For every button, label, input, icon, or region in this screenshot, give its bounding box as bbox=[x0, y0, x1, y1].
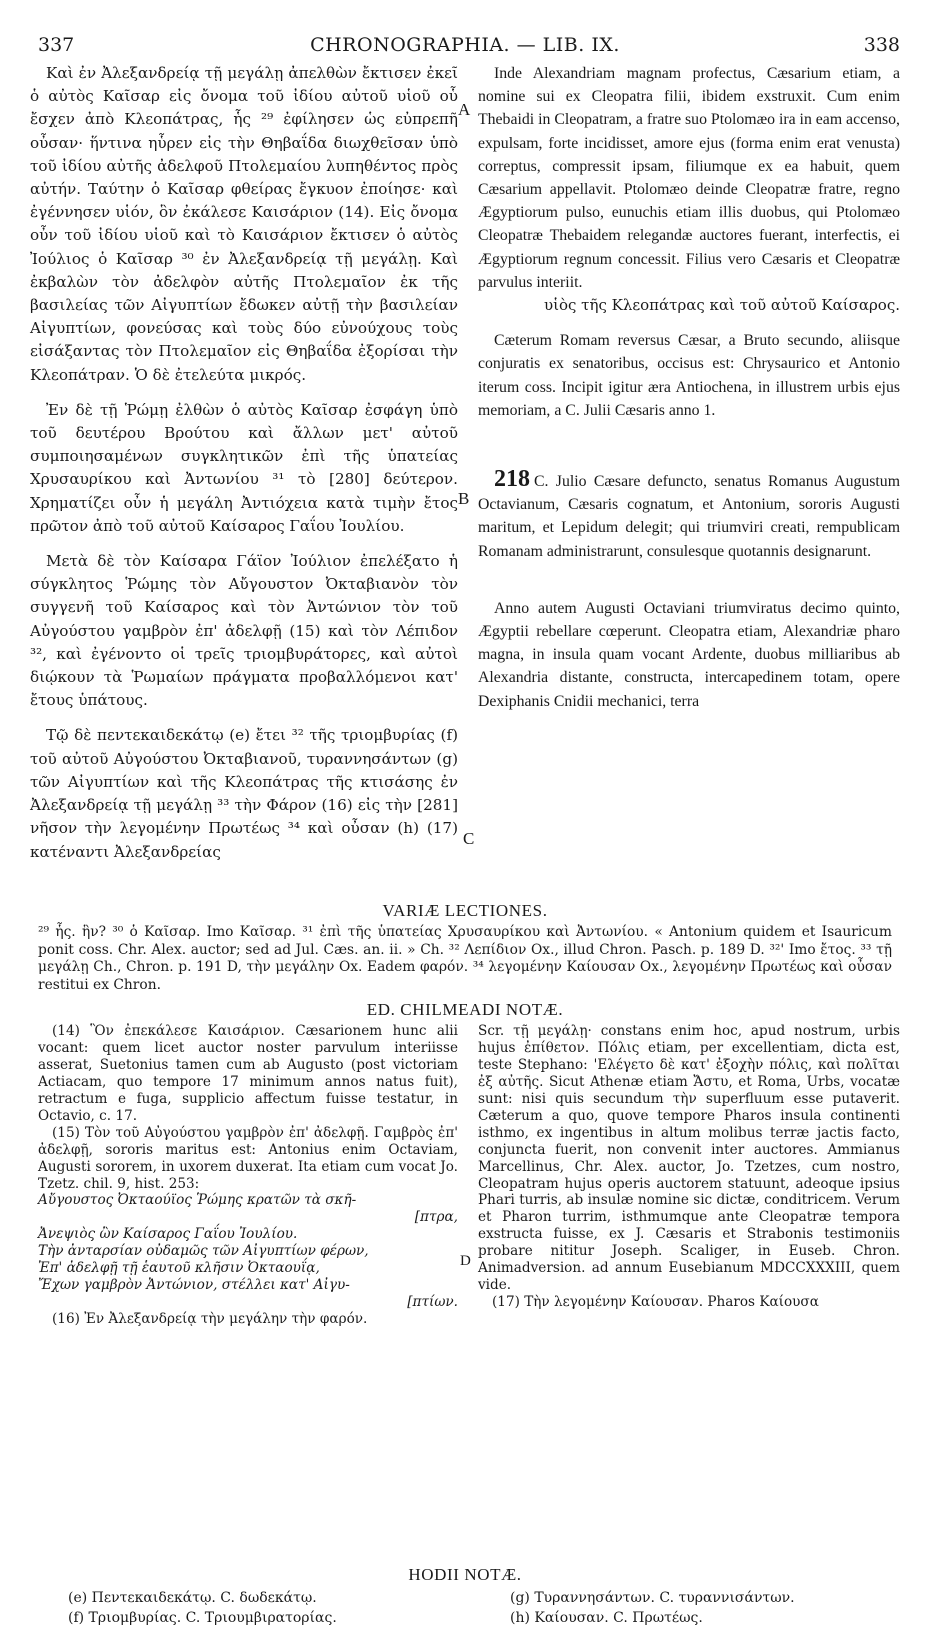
margin-letter-b: B bbox=[458, 489, 470, 508]
note-14: (14) Ὃν ἐπεκάλεσε Καισάριον. Cæsarionem hunc alii vocant: quem licet auctor noster parvulum interiisse asserat, Suetonius tamen cum ab Augusto (post victoriam Actiacam, quo tempore 17 minimum annos natus fuit), retractum e fuga, supplicio affectum fuisse testatur, in Octavio, c. 17. bbox=[38, 1023, 458, 1124]
variae-lectiones: ²⁹ ἧς. ἣν? ³⁰ ὁ Καῖσαρ. Imo Καῖσαρ. ³¹ ἐπὶ τῆς ὑπατείας Χρυσαυρίκου καὶ Ἀντωνίου. « Antonium quidem et Isauricum ponit coss. Chr. Alex. auctor; sed ad Jul. Cæs. an. ii. » Ch. ³² Λεπίδιον Ox., illud Chron. Pasch. p. 189 D. ³²' Imo ἔτος. ³³ τῇ μεγάλῃ Ch., Chron. p. 191 D, τὴν μεγάλην Ox. Eadem φαρόν. ³⁴ λεγομένην Καίουσαν Ox., λεγομένην Πρωτέως καὶ οὖσαν restitui ex Chron. bbox=[38, 924, 892, 993]
verse-line: Τὴν ἀνταρσίαν οὐδαμῶς τῶν Αἰγυπτίων φέρων, bbox=[38, 1243, 369, 1260]
hodii-note-f: (f) Τριομβυρίας. C. Τριουμβιρατορίας. bbox=[68, 1610, 337, 1627]
verse-line: [πτρα, bbox=[414, 1209, 458, 1226]
hodii-notes bbox=[30, 1588, 900, 1648]
verse-line: Ἔχων γαμβρὸν Ἀντώνιον, στέλλει κατ' Αἰγυ- bbox=[38, 1276, 350, 1293]
greek-column bbox=[30, 62, 458, 864]
chilmead-heading: ED. CHILMEADI NOTÆ. bbox=[366, 1000, 564, 1020]
greek-paragraph: Μετὰ δὲ τὸν Καίσαρα Γάϊον Ἰούλιον ἐπελέξατο ἡ σύγκλητος Ῥώμης τὸν Αὔγουστον Ὀκταβιανὸν τὸν συγγενῆ τοῦ Καίσαρος καὶ τὸν Ἀντώνιον τὸν τοῦ Αὐγούστου γαμβρὸν ἐπ' ἀδελφῇ (15) καὶ τὸν Λέπιδον ³², καὶ ἐγένοντο οἱ τρεῖς τριομβυράτορες, καὶ αὐτοὶ διῴκουν τὰ Ῥωμαίων πράγματα προβαλλόμενοι κατ' ἔτους ὑπάτους. bbox=[30, 552, 458, 710]
latin-paragraph: Inde Alexandriam magnam profectus, Cæsarium etiam, a nomine sui ex Cleopatra filii, ibidem exstruxit. Cum enim Thebaidi in Cleopatram, a fratre suo Ptolomæo ira in eam accenso, expulsam, forte incidisset, amore ejus (forma enim erat venusta) correptus, compressit ipsam, filiumque ex ea habuit, quem Cæsarium appellavit. Ptolomæo deinde Cleopatræ fratre, regno Ægyptiorum pulso, eunuchis etiam illis duobus, qui Ptolomæo Cleopatræ Thebaidem relegandæ auctores fuerant, interfectis, ei Ægyptiorum regnum concessit. Filius vero Cæsaris et Cleopatræ parvulus interiit. bbox=[478, 65, 900, 291]
tzetzes-verses bbox=[38, 1192, 458, 1310]
latin-paragraph-text: C. Julio Cæsare defuncto, senatus Romanus Augustum Octavianum, Cæsaris cognatum, et Antonium, sororis Augusti maritum, et Lepidum delegit; qui triumviri creati, rempublicam Romanam administrarunt, consulesque quotannis designarunt. bbox=[478, 473, 900, 560]
hodii-note-e: (e) Πεντεκαιδεκάτῳ. C. δωδεκάτῳ. bbox=[68, 1590, 317, 1607]
margin-letter-c: C bbox=[463, 829, 475, 848]
greek-paragraph: Ἐν δὲ τῇ Ῥώμῃ ἐλθὼν ὁ αὐτὸς Καῖσαρ ἐσφάγη ὑπὸ τοῦ δευτέρου Βρούτου καὶ ἄλλων μετ' αὐτοῦ συμποιησαμένων συγκλητικῶν ἐπὶ τῆς ὑπατείας Χρυσαυρίκου καὶ Ἀντωνίου ³¹ τὸ [280] δεύτερον. Χρηματίζει οὖν ἡ μεγάλη Ἀντιόχεια κατὰ τιμὴν ἔτος πρῶτον ἀπὸ τοῦ αὐτοῦ Καίσαρος Γαΐου Ἰουλίου. bbox=[30, 400, 458, 535]
page bbox=[30, 28, 900, 1627]
variae-heading: VARIÆ LECTIONES. bbox=[382, 901, 548, 920]
hodii-heading: HODII NOTÆ. bbox=[408, 1565, 522, 1585]
hodii-note-g: (g) Τυραννησάντων. C. τυραννισάντων. bbox=[510, 1590, 795, 1607]
page-number-left: 337 bbox=[38, 34, 75, 56]
main-text bbox=[30, 62, 900, 897]
margin-letter-d: D bbox=[460, 1253, 471, 1270]
running-title: CHRONOGRAPHIA. — LIB. IX. bbox=[310, 34, 620, 56]
section-number: 218 bbox=[494, 466, 530, 493]
hodii-left bbox=[68, 1588, 458, 1628]
hodii-right bbox=[510, 1588, 900, 1628]
verse-line: Ἀνεψιὸς ὢν Καίσαρος Γαΐου Ἰουλίου. bbox=[38, 1226, 298, 1243]
note-15: (15) Τὸν τοῦ Αὐγούστου γαμβρὸν ἐπ' ἀδελφῇ. Γαμβρὸς ἐπ' ἀδελφῇ, sororis maritus est: Antonius enim Octaviam, Augusti sororem, in uxorem duxerat. Ita etiam cum vocat Jo. Tzetz. chil. 9, hist. 253: bbox=[38, 1124, 458, 1192]
note-17: (17) Τὴν λεγομένην Καίουσαν. Pharos Καίουσα bbox=[492, 1293, 819, 1310]
greek-paragraph: Τῷ δὲ πεντεκαιδεκάτῳ (e) ἔτει ³² τῆς τριομβυρίας (f) τοῦ αὐτοῦ Αὐγούστου Ὀκταβιανοῦ, τυραννησάντων (g) τῶν Αἰγυπτίων καὶ τῆς Κλεοπάτρας τῆς κτισάσης ἐν Ἀλεξανδρείᾳ τῇ μεγάλῃ ³³ τὴν Φάρον (16) εἰς τὴν [281] νῆσον τὴν λεγομένην Πρωτέως ³⁴ καὶ οὖσαν (h) (17) κατέναντι Ἀλεξανδρείας bbox=[30, 726, 458, 861]
page-number-right: 338 bbox=[863, 34, 900, 56]
note-16-continued: Scr. τῇ μεγάλῃ· constans enim hoc, apud nostrum, urbis hujus ἐπίθετον. Πόλις etiam, per excellentiam, dicta est, teste Stephano: 'Ελέγετο δὲ κατ' ἐξοχὴν πόλις, καὶ πολῖται ἐξ αὐτῆς. Sicut Athenæ etiam Ἄστυ, et Roma, Urbs, vocatæ sunt: nisi quis secundum τὴν superfluum esse putaverit. Cæterum a quo, quove tempore Pharos insula continenti isthmo, ex ingentibus in altum molibus terræ jactis facto, conjuncta fuerit, non convenit inter auctores. Ammianus Marcellinus, Chr. Alex. auctor, Jo. Tzetzes, cum nostro, Cleopatram hujus operis auctorem statuunt, adeoque ipsius Phari turris, ab insulæ nomine sic dictæ, conditricem. Verum et Pharon turrim, isthmumque ante Cleopatræ tempora exstructa fuisse, ex J. Cæsaris et Strabonis testimoniis probare nititur Joseph. Scaliger, in Euseb. Chron. Animadversion. ad annum Eusebianum MDCCXXXIII, quem vide. bbox=[478, 1023, 900, 1293]
note-16: (16) Ἐν Ἀλεξανδρείᾳ τὴν μεγάλην τὴν φαρόν. bbox=[52, 1310, 368, 1327]
latin-paragraph: Cæterum Romam reversus Cæsar, a Bruto secundo, aliisque conjuratis ex senatoribus, occisus est: Chrysaurico et Antonio iterum coss. Incipit igitur æra Antiochena, in illustrem urbis ejus memoriam, a C. Julii Cæsaris anno 1. bbox=[478, 332, 900, 419]
verse-line: Ἐπ' ἀδελφῇ τῇ ἑαυτοῦ κλῆσιν Ὀκταουΐᾳ, bbox=[38, 1260, 320, 1277]
greek-paragraph: Καὶ ἐν Ἀλεξανδρείᾳ τῇ μεγάλῃ ἀπελθὼν ἔκτισεν ἐκεῖ ὁ αὐτὸς Καῖσαρ εἰς ὄνομα τοῦ ἰδίου αὐτοῦ υἱοῦ οὗ ἔσχεν ἀπὸ Κλεοπάτρας, ἧς ²⁹ ἐφίλησεν ὡς εὐπρεπῆ οὖσαν· ἥντινα ηὗρεν εἰς τὴν Θηβαΐδα διωχθεῖσαν ὑπὸ τοῦ ἰδίου αὐτῆς ἀδελφοῦ Πτολεμαίου λυπηθέντος πρὸς αὐτήν. Ταύτην ὁ Καῖσαρ φθείρας ἔγκυον ἐποίησε· καὶ ἐγέννησεν υἱόν, ὃν ἐκάλεσε Καισάριον (14). Εἰς ὄνομα οὖν τοῦ ἰδίου υἱοῦ καὶ τὸ Καισάριον ἔκτισεν ὁ αὐτὸς Ἰούλιος ὁ Καῖσαρ ³⁰ ἐν Ἀλεξανδρείᾳ τῇ μεγάλῃ. Καὶ ἐκβαλὼν τὸν ἀδελφὸν αὐτῆς Πτολεμαῖον ἐκ τῆς βασιλείας τῶν Αἰγυπτίων ἔδωκεν αὐτῇ τὴν βασιλείαν Αἰγυπτίων, φονεύσας καὶ τοὺς δύο εὐνούχους τοὺς εἰσάξαντας τὸν Πτολεμαῖον εἰς Θηβαΐδα ἐξορίσαι τὴν Κλεοπάτραν. Ὁ δὲ ἐτελεύτα μικρός. bbox=[30, 64, 458, 384]
latin-paragraph: Anno autem Augusti Octaviani triumviratus decimo quinto, Ægyptii rebellare cœperunt. Cleopatra etiam, Alexandriæ pharo magna, in insula quam vocant Ardente, duobus milliaribus ab Alexandria distante, constructa, intercapedinem totam, opere Dexiphanis Cnidii mechanici, terra bbox=[478, 599, 900, 710]
latin-column bbox=[478, 62, 900, 713]
hodii-note-h: (h) Καίουσαν. C. Πρωτέως. bbox=[510, 1610, 703, 1627]
chilmead-notes bbox=[30, 1023, 900, 1561]
page-header bbox=[30, 28, 900, 62]
latin-greek-tail: υἱὸς τῆς Κλεοπάτρας καὶ τοῦ αὐτοῦ Καίσαρος. bbox=[543, 296, 900, 315]
notes-left-column bbox=[38, 1023, 458, 1327]
margin-letter-a: A bbox=[458, 100, 471, 119]
latin-paragraph bbox=[478, 468, 900, 563]
notes-right-column bbox=[478, 1023, 900, 1310]
verse-line: [πτίων. bbox=[407, 1293, 458, 1310]
verse-line: Αὔγουστος Ὀκταούϊος Ῥώμης κρατῶν τὰ σκῆ- bbox=[38, 1192, 357, 1209]
